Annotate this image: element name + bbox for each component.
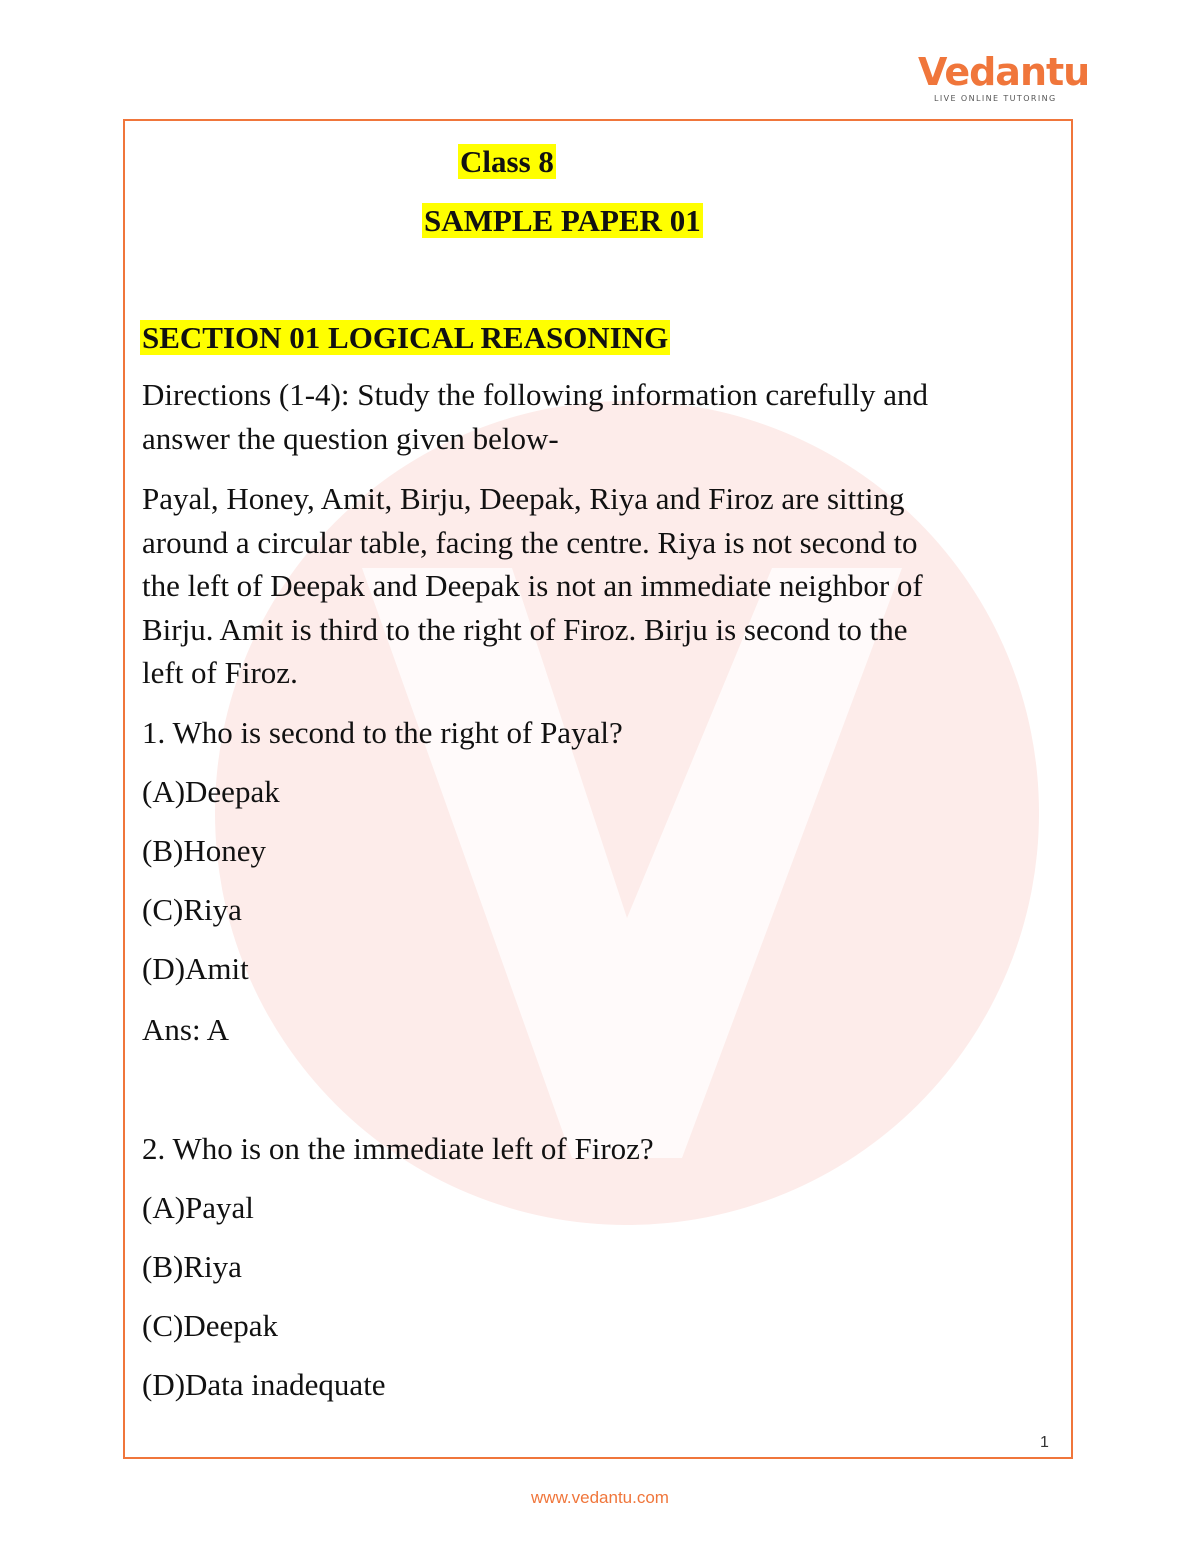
passage-line: around a circular table, facing the centre. Riya is not second to — [142, 525, 918, 560]
passage-line: left of Firoz. — [142, 655, 298, 690]
question-2-option-a: (A)Payal — [142, 1190, 254, 1225]
question-2-option-d: (D)Data inadequate — [142, 1367, 386, 1402]
question-1-text: 1. Who is second to the right of Payal? — [142, 715, 623, 750]
question-2-option-b: (B)Riya — [142, 1249, 242, 1284]
question-1-option-c: (C)Riya — [142, 892, 242, 927]
question-1-option-d: (D)Amit — [142, 951, 249, 986]
class-label: Class 8 — [460, 144, 554, 179]
question-1-option-b: (B)Honey — [142, 833, 266, 868]
footer-website-link[interactable]: www.vedantu.com — [531, 1488, 669, 1507]
question-2-option-c: (C)Deepak — [142, 1308, 278, 1343]
section-title: SECTION 01 LOGICAL REASONING — [142, 320, 669, 355]
passage-line: Birju. Amit is third to the right of Firoz. Birju is second to the — [142, 612, 908, 647]
passage-line: the left of Deepak and Deepak is not an immediate neighbor of — [142, 568, 923, 603]
page-number: 1 — [1040, 1434, 1049, 1451]
question-1-answer: Ans: A — [142, 1012, 229, 1047]
directions-line: answer the question given below- — [142, 421, 559, 456]
paper-title: SAMPLE PAPER 01 — [424, 203, 701, 238]
directions-line: Directions (1-4): Study the following information carefully and — [142, 377, 929, 412]
logo-wordmark: Vedantu — [918, 50, 1090, 94]
logo-tagline: LIVE ONLINE TUTORING — [934, 94, 1057, 103]
question-1-option-a: (A)Deepak — [142, 774, 280, 809]
question-2-text: 2. Who is on the immediate left of Firoz? — [142, 1131, 654, 1166]
passage-line: Payal, Honey, Amit, Birju, Deepak, Riya and Firoz are sitting — [142, 481, 905, 516]
